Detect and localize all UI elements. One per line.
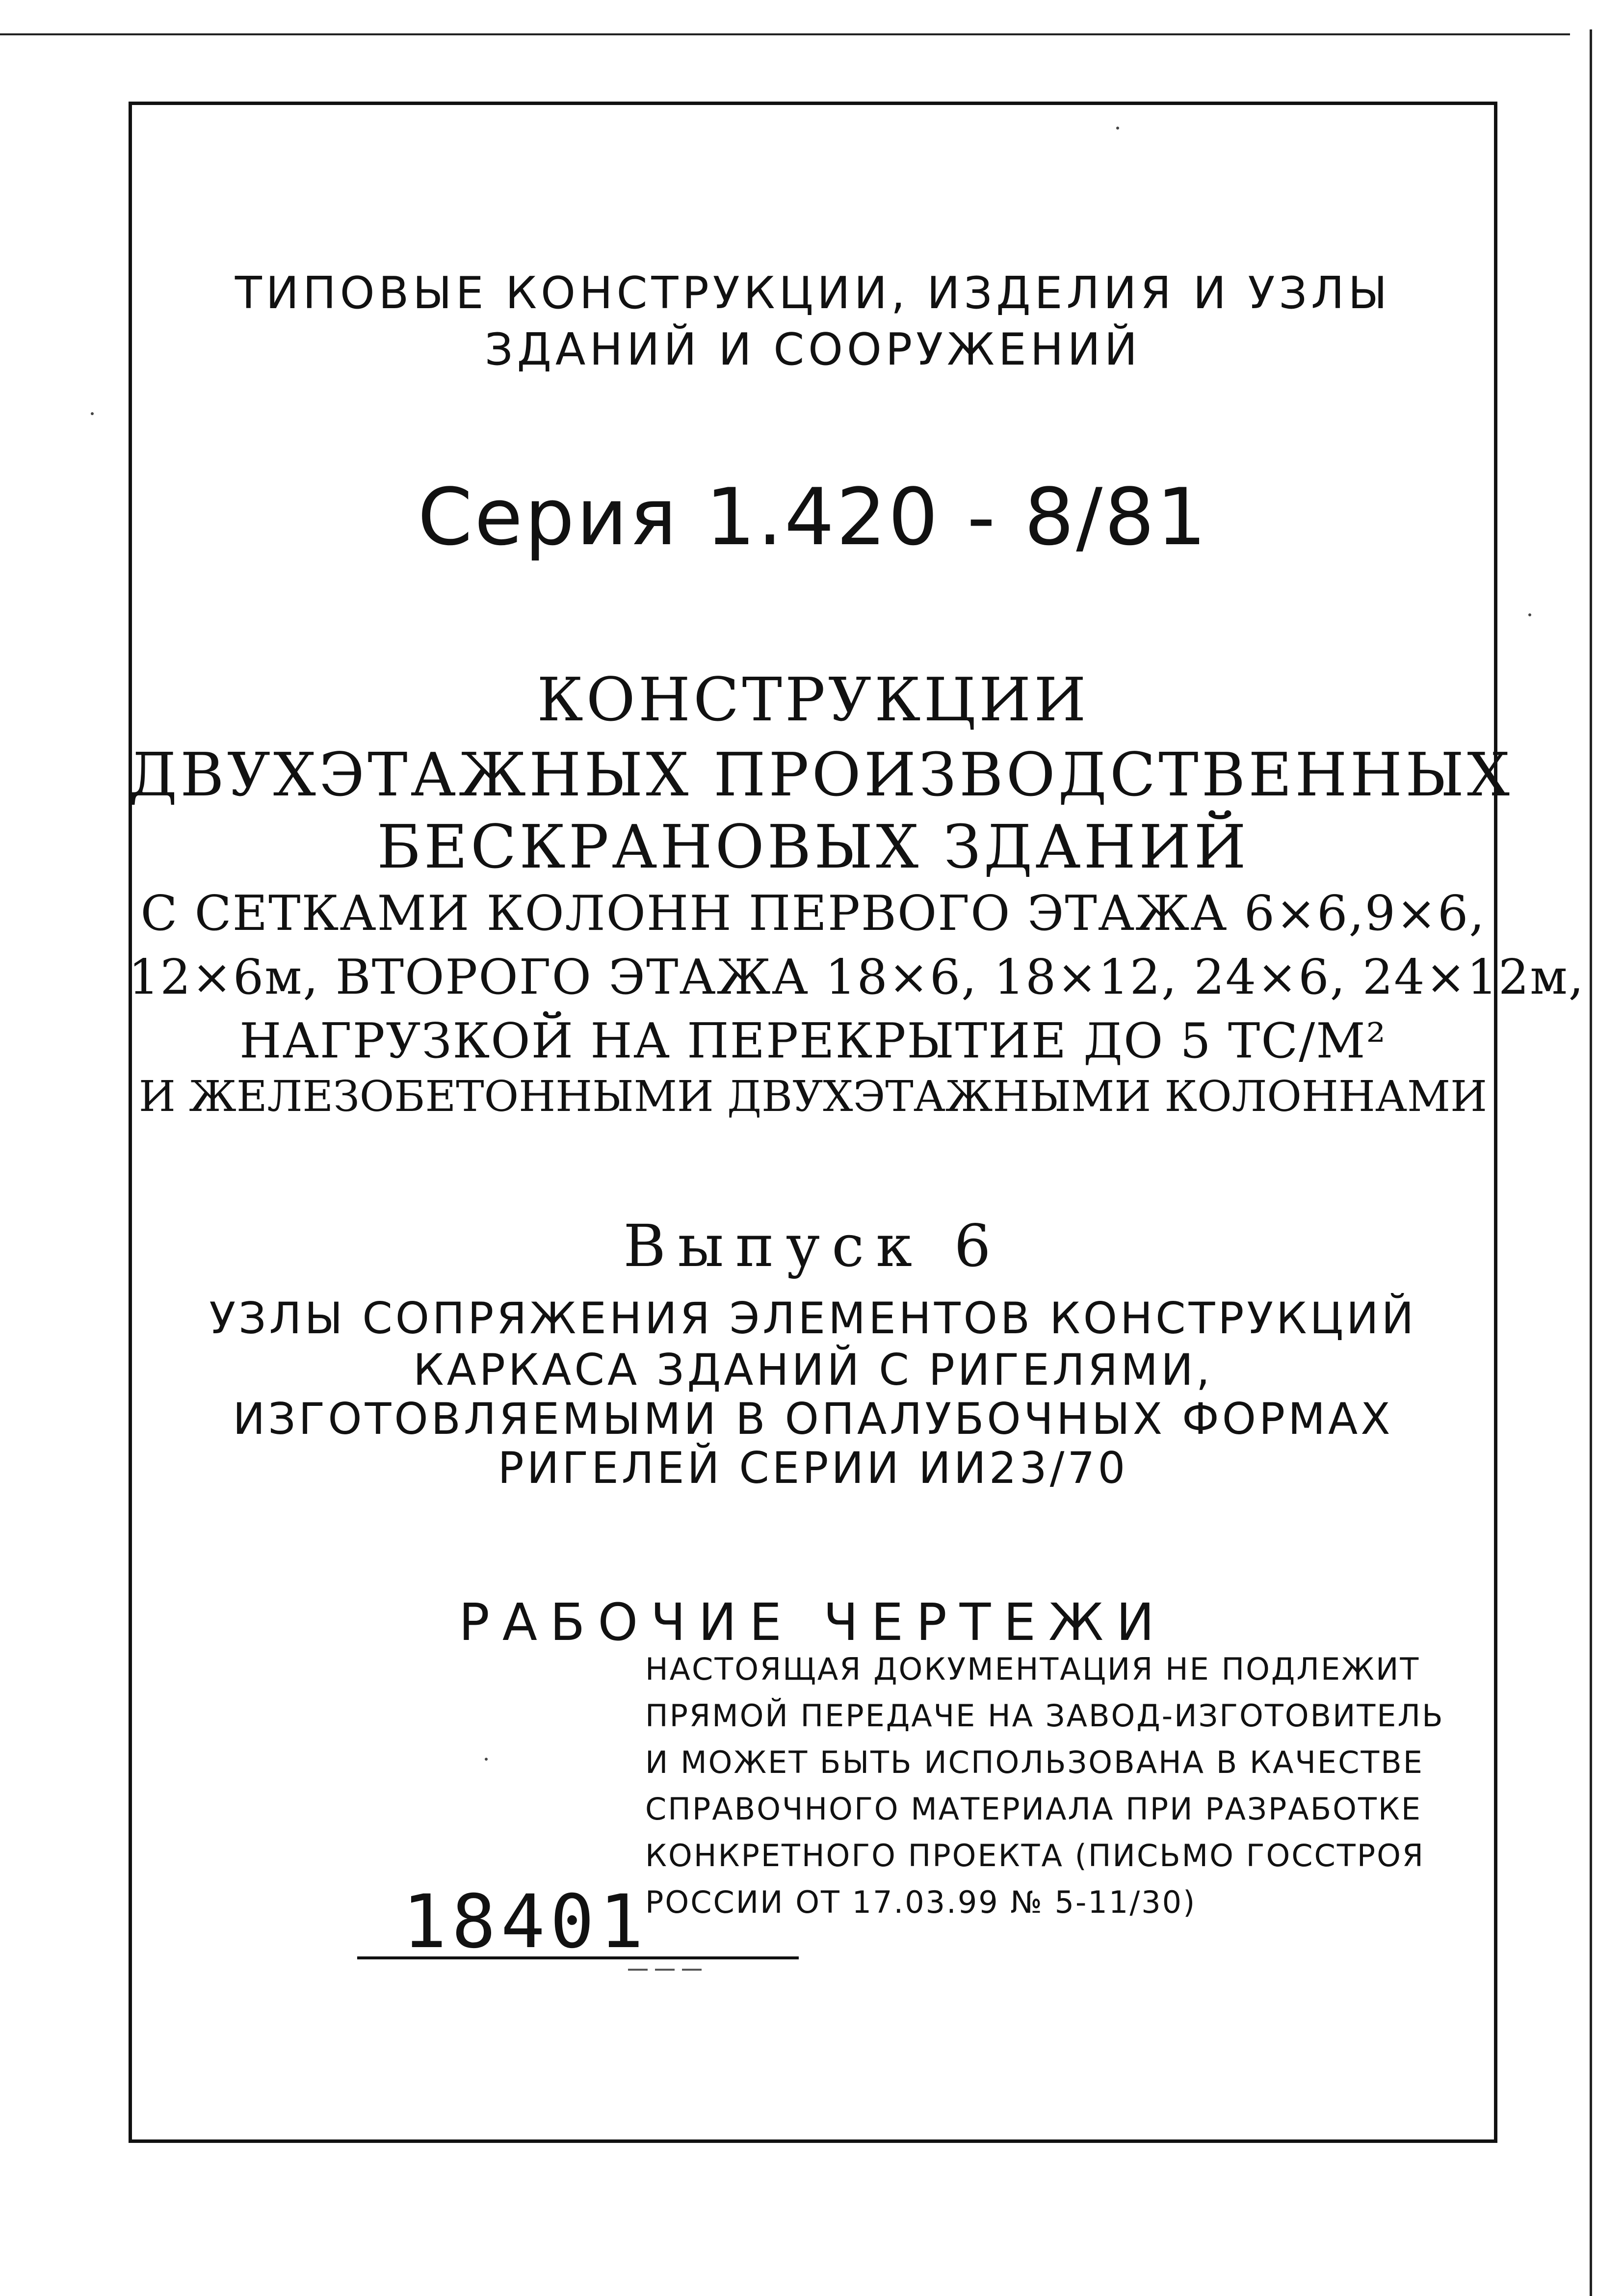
subtitle-line-1: С СЕТКАМИ КОЛОНН ПЕРВОГО ЭТАЖА 6×6,9×6, [140, 886, 1486, 942]
dash-mark [655, 1969, 675, 1971]
note-line: СПРАВОЧНОГО МАТЕРИАЛА ПРИ РАЗРАБОТКЕ [645, 1791, 1422, 1827]
subtitle-line-2: 12×6м, ВТОРОГО ЭТАЖА 18×6, 18×12, 24×6, 24×12м, [129, 950, 1585, 1005]
issue-line-4: РИГЕЛЕЙ СЕРИИ ИИ23/70 [497, 1443, 1128, 1493]
issue-line-1: УЗЛЫ СОПРЯЖЕНИЯ ЭЛЕМЕНТОВ КОНСТРУКЦИЙ [209, 1293, 1417, 1344]
header-line-1: ТИПОВЫЕ КОНСТРУКЦИИ, ИЗДЕЛИЯ И УЗЛЫ [235, 267, 1391, 319]
dash-mark [628, 1969, 648, 1971]
title-line-1: КОНСТРУКЦИИ [537, 665, 1089, 735]
series-title: Серия 1.420 - 8/81 [418, 471, 1208, 563]
note-line: И МОЖЕТ БЫТЬ ИСПОЛЬЗОВАНА В КАЧЕСТВЕ [645, 1744, 1424, 1780]
page-top-edge [0, 33, 1570, 35]
document-number-underline [357, 1956, 799, 1959]
dash-mark [682, 1969, 702, 1971]
page-right-edge [1590, 29, 1592, 2296]
working-drawings-label: РАБОЧИЕ ЧЕРТЕЖИ [459, 1592, 1167, 1652]
issue-line-2: КАРКАСА ЗДАНИЙ С РИГЕЛЯМИ, [413, 1345, 1213, 1395]
subtitle-line-4: И ЖЕЛЕЗОБЕТОННЫМИ ДВУХЭТАЖНЫМИ КОЛОННАМИ [138, 1072, 1488, 1121]
note-line: РОССИИ ОТ 17.03.99 № 5-11/30) [645, 1884, 1197, 1920]
document-number: 18401 [402, 1879, 649, 1965]
scan-speck [1528, 613, 1531, 616]
title-line-2: ДВУХЭТАЖНЫХ ПРОИЗВОДСТВЕННЫХ [129, 740, 1513, 810]
note-line: ПРЯМОЙ ПЕРЕДАЧЕ НА ЗАВОД-ИЗГОТОВИТЕЛЬ [645, 1698, 1444, 1734]
title-line-3: БЕСКРАНОВЫХ ЗДАНИЙ [377, 812, 1249, 882]
scan-speck [485, 1758, 488, 1761]
scan-speck [1116, 127, 1119, 130]
note-line: НАСТОЯЩАЯ ДОКУМЕНТАЦИЯ НЕ ПОДЛЕЖИТ [645, 1651, 1420, 1687]
scan-speck [91, 412, 94, 415]
note-line: КОНКРЕТНОГО ПРОЕКТА (ПИСЬМО ГОССТРОЯ [645, 1838, 1425, 1874]
issue-label: Выпуск 6 [623, 1212, 1003, 1280]
title-frame [129, 102, 1585, 2143]
issue-line-3: ИЗГОТОВЛЯЕМЫМИ В ОПАЛУБОЧНЫХ ФОРМАХ [233, 1394, 1393, 1444]
subtitle-line-3: НАГРУЗКОЙ НА ПЕРЕКРЫТИЕ ДО 5 ТС/М² [239, 1013, 1387, 1069]
header-line-2: ЗДАНИЙ И СООРУЖЕНИЙ [484, 324, 1142, 375]
